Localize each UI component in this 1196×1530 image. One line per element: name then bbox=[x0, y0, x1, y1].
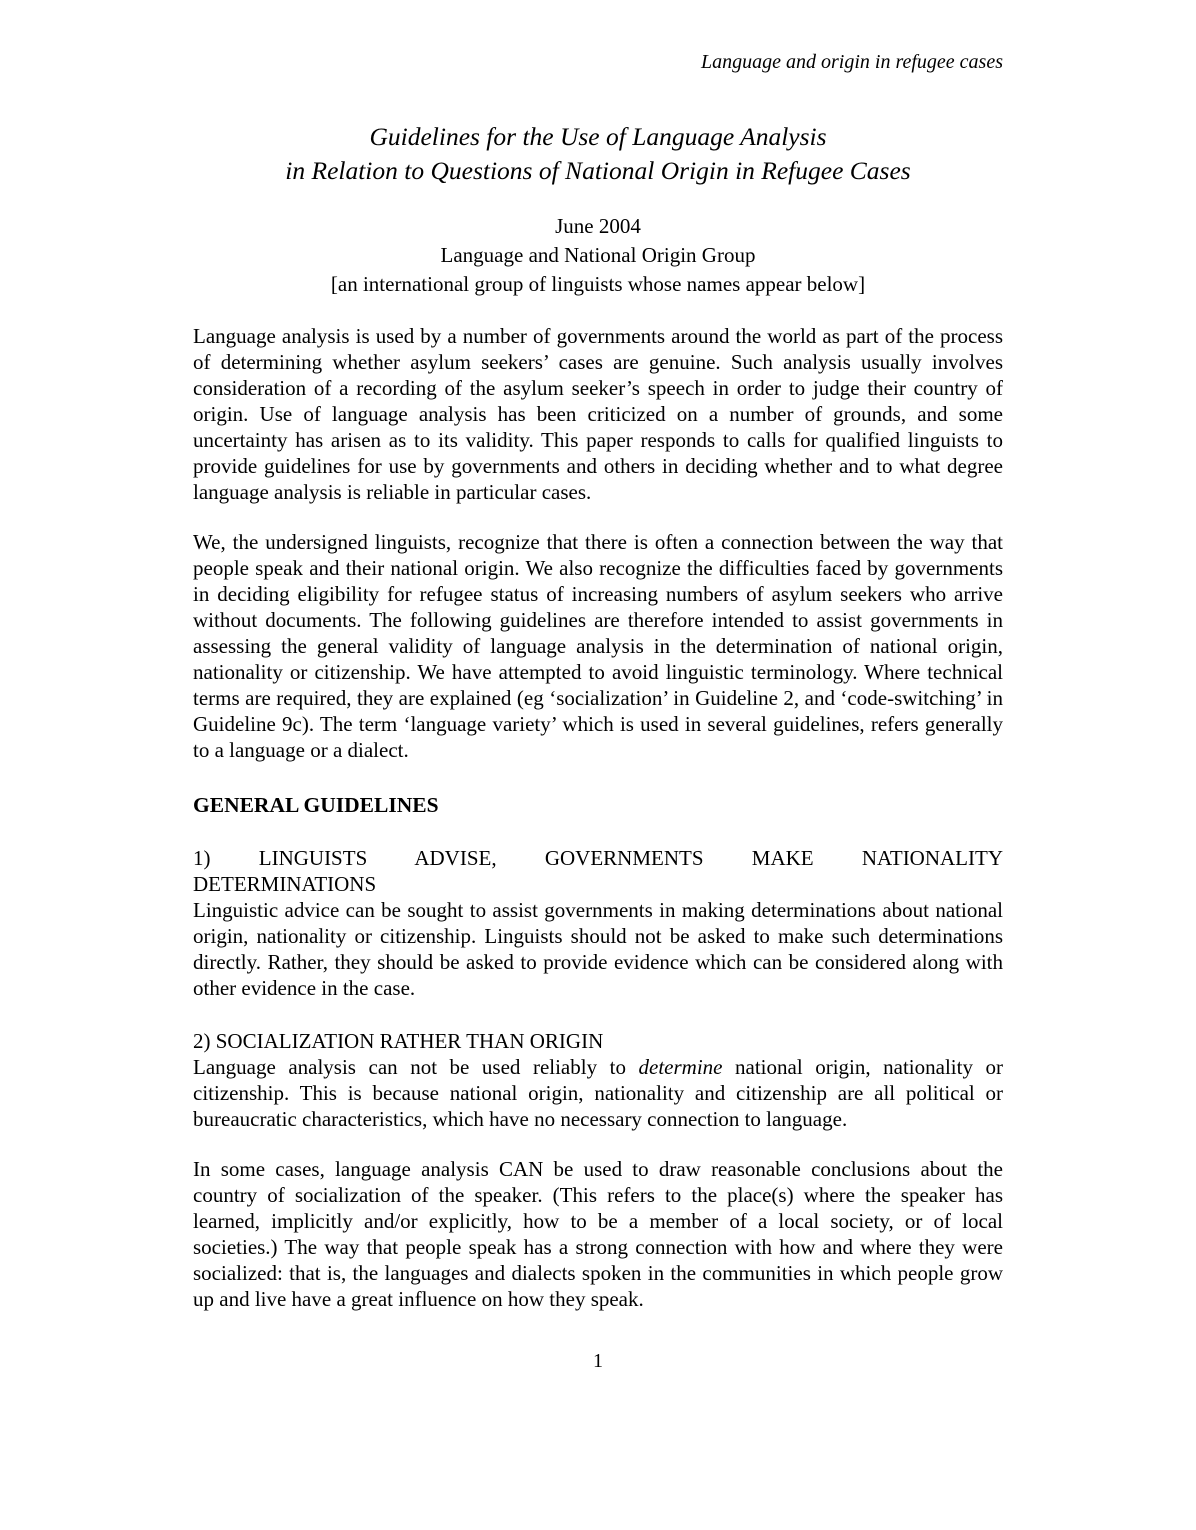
title-line-2: in Relation to Questions of National Origin in Refugee Cases bbox=[285, 156, 911, 185]
guideline-2-body-post: national origin, nationality or citizenship. This is because national origin, nationality and citizenship are all political or bureaucratic characteristics, which have no necessary connection to language. bbox=[193, 1055, 1003, 1131]
guideline-2 bbox=[193, 1028, 1003, 1132]
guideline-2-body bbox=[193, 1054, 1003, 1132]
intro-paragraph-2: We, the undersigned linguists, recognize that there is often a connection between the way that people speak and their national origin. We also recognize the difficulties faced by governments in deciding eligibility for refugee status of increasing numbers of asylum seekers who arrive without documents. The following guidelines are therefore intended to assist governments in assessing the general validity of language analysis in the determination of national origin, nationality or citizenship. We have attempted to avoid linguistic terminology. Where technical terms are required, they are explained (eg ‘socialization’ in Guideline 2, and ‘code-switching’ in Guideline 9c). The term ‘language variety’ which is used in several guidelines, refers generally to a language or a dialect. bbox=[193, 530, 1003, 762]
guideline-2-heading: 2) SOCIALIZATION RATHER THAN ORIGIN bbox=[193, 1029, 604, 1053]
guideline-1-body: Linguistic advice can be sought to assist governments in making determinations about national origin, nationality or citizenship. Linguists should not be asked to make such determinations directly. Rather, they should be asked to provide evidence which can be considered along with other evidence in the case. bbox=[193, 898, 1003, 1000]
guideline-1-heading-line-2: DETERMINATIONS bbox=[193, 872, 377, 896]
byline-block bbox=[193, 212, 1003, 299]
guideline-1-heading-line-1: 1) LINGUISTS ADVISE, GOVERNMENTS MAKE NATIONALITY bbox=[193, 846, 1003, 870]
group-name: Language and National Origin Group bbox=[440, 243, 756, 267]
guideline-1-heading bbox=[193, 845, 1003, 897]
title-line-1: Guidelines for the Use of Language Analysis bbox=[369, 122, 827, 151]
guideline-1 bbox=[193, 845, 1003, 1001]
document-title bbox=[193, 120, 1003, 188]
guideline-2-body-pre: Language analysis can not be used reliably to bbox=[193, 1055, 639, 1079]
intro-paragraph-1: Language analysis is used by a number of governments around the world as part of the process of determining whether asylum seekers’ cases are genuine. Such analysis usually involves consideration of a recording of the asylum seeker’s speech in order to judge their country of origin. Use of language analysis has been criticized on a number of grounds, and some uncertainty has arisen as to its validity. This paper responds to calls for qualified linguists to provide guidelines for use by governments and others in deciding whether and to what degree language analysis is reliable in particular cases. bbox=[193, 324, 1003, 504]
section-heading-general-guidelines: GENERAL GUIDELINES bbox=[193, 793, 439, 817]
page-number: 1 bbox=[593, 1350, 603, 1372]
emphasis-determine: determine bbox=[638, 1055, 723, 1079]
guideline-2-body-2: In some cases, language analysis CAN be used to draw reasonable conclusions about the country of socialization of the speaker. (This refers to the place(s) where the speaker has learned, implicitly and/or explicitly, how to be a member of a local society, or of local societies.) The way that people speak has a strong connection with how and where they were socialized: that is, the languages and dialects spoken in the communities in which people grow up and live have a great influence on how they speak. bbox=[193, 1157, 1003, 1311]
running-header: Language and origin in refugee cases bbox=[700, 51, 1003, 73]
date-line: June 2004 bbox=[555, 214, 641, 238]
group-note: [an international group of linguists whose names appear below] bbox=[330, 272, 866, 296]
